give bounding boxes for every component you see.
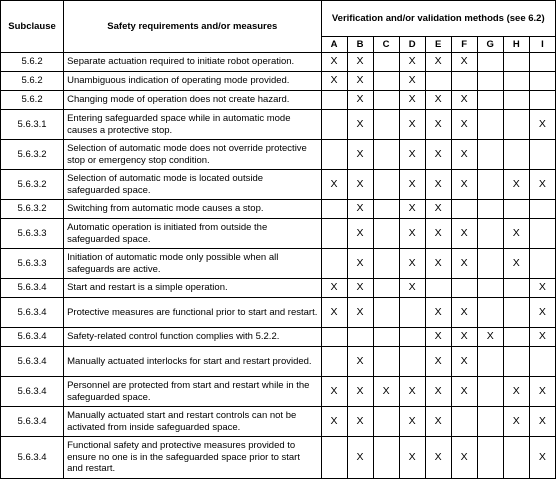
method-c-cell: [373, 170, 399, 200]
method-c-cell: [373, 140, 399, 170]
table-row: [1, 91, 556, 110]
method-h-cell: X: [503, 377, 529, 407]
method-g-cell: [477, 53, 503, 72]
method-a-cell: [321, 347, 347, 377]
requirement-cell: Protective measures are functional prior to start and restart.: [64, 298, 321, 328]
table-row: [1, 170, 556, 200]
verification-methods-header: Verification and/or validation methods (see 6.2): [321, 1, 555, 37]
method-g-cell: [477, 200, 503, 219]
method-c-header: C: [373, 37, 399, 53]
method-b-cell: [347, 328, 373, 347]
method-f-cell: X: [451, 53, 477, 72]
method-e-cell: X: [425, 219, 451, 249]
subclause-cell: 5.6.3.4: [1, 347, 64, 377]
method-a-cell: [321, 140, 347, 170]
method-b-cell: X: [347, 377, 373, 407]
method-d-cell: X: [399, 249, 425, 279]
method-d-cell: [399, 298, 425, 328]
method-f-cell: X: [451, 298, 477, 328]
method-e-cell: X: [425, 407, 451, 437]
method-h-cell: X: [503, 407, 529, 437]
method-g-cell: [477, 249, 503, 279]
method-g-cell: [477, 72, 503, 91]
requirement-cell: Start and restart is a simple operation.: [64, 279, 321, 298]
method-c-cell: [373, 219, 399, 249]
method-e-cell: [425, 72, 451, 91]
method-f-cell: [451, 200, 477, 219]
requirement-cell: Manually actuated interlocks for start and restart provided.: [64, 347, 321, 377]
method-e-cell: X: [425, 249, 451, 279]
method-a-cell: [321, 437, 347, 479]
method-c-cell: [373, 347, 399, 377]
method-g-cell: [477, 140, 503, 170]
method-a-cell: [321, 328, 347, 347]
subclause-cell: 5.6.3.4: [1, 279, 64, 298]
method-d-cell: [399, 347, 425, 377]
requirement-cell: Initiation of automatic mode only possible when all safeguards are active.: [64, 249, 321, 279]
method-h-cell: [503, 140, 529, 170]
method-h-cell: X: [503, 249, 529, 279]
method-g-cell: [477, 437, 503, 479]
method-g-cell: [477, 298, 503, 328]
method-i-cell: X: [529, 437, 555, 479]
method-b-cell: X: [347, 200, 373, 219]
method-i-cell: [529, 53, 555, 72]
method-c-cell: [373, 437, 399, 479]
method-c-cell: [373, 249, 399, 279]
table-row: [1, 53, 556, 72]
requirement-cell: Unambiguous indication of operating mode provided.: [64, 72, 321, 91]
method-f-cell: X: [451, 110, 477, 140]
method-h-header: H: [503, 37, 529, 53]
method-f-cell: X: [451, 437, 477, 479]
method-a-cell: [321, 219, 347, 249]
method-f-cell: [451, 407, 477, 437]
subclause-cell: 5.6.3.4: [1, 377, 64, 407]
method-h-cell: [503, 200, 529, 219]
method-f-cell: X: [451, 140, 477, 170]
method-f-cell: X: [451, 170, 477, 200]
method-b-cell: X: [347, 249, 373, 279]
subclause-cell: 5.6.3.4: [1, 328, 64, 347]
method-d-cell: X: [399, 91, 425, 110]
method-e-cell: X: [425, 200, 451, 219]
method-b-cell: X: [347, 219, 373, 249]
method-c-cell: [373, 110, 399, 140]
method-a-header: A: [321, 37, 347, 53]
requirement-cell: Selection of automatic mode does not override protective stop or emergency stop condition.: [64, 140, 321, 170]
method-a-cell: [321, 91, 347, 110]
method-d-cell: X: [399, 219, 425, 249]
requirement-cell: Functional safety and protective measures provided to ensure no one is in the safeguarded space prior to start and restart.: [64, 437, 321, 479]
method-b-cell: X: [347, 298, 373, 328]
method-i-cell: [529, 91, 555, 110]
method-a-cell: X: [321, 407, 347, 437]
subclause-cell: 5.6.3.4: [1, 298, 64, 328]
method-b-cell: X: [347, 140, 373, 170]
subclause-cell: 5.6.3.1: [1, 110, 64, 140]
method-i-cell: [529, 219, 555, 249]
method-f-cell: [451, 279, 477, 298]
method-b-cell: X: [347, 279, 373, 298]
table-row: [1, 437, 556, 479]
subclause-cell: 5.6.2: [1, 91, 64, 110]
method-e-cell: X: [425, 377, 451, 407]
method-h-cell: [503, 91, 529, 110]
method-i-cell: X: [529, 407, 555, 437]
method-d-cell: X: [399, 200, 425, 219]
method-i-cell: [529, 347, 555, 377]
method-a-cell: X: [321, 377, 347, 407]
method-e-cell: X: [425, 437, 451, 479]
method-i-cell: X: [529, 170, 555, 200]
method-h-cell: [503, 437, 529, 479]
method-g-cell: [477, 279, 503, 298]
method-h-cell: [503, 279, 529, 298]
method-e-cell: X: [425, 347, 451, 377]
method-a-cell: X: [321, 279, 347, 298]
method-e-header: E: [425, 37, 451, 53]
method-g-cell: [477, 377, 503, 407]
method-g-cell: [477, 407, 503, 437]
method-b-cell: X: [347, 407, 373, 437]
method-c-cell: [373, 407, 399, 437]
requirement-cell: Automatic operation is initiated from outside the safeguarded space.: [64, 219, 321, 249]
requirement-cell: Personnel are protected from start and restart while in the safeguarded space.: [64, 377, 321, 407]
table-row: [1, 347, 556, 377]
method-e-cell: X: [425, 140, 451, 170]
method-a-cell: [321, 249, 347, 279]
subclause-cell: 5.6.3.3: [1, 219, 64, 249]
table-row: [1, 249, 556, 279]
requirement-cell: Safety-related control function complies with 5.2.2.: [64, 328, 321, 347]
method-a-cell: [321, 110, 347, 140]
method-i-header: I: [529, 37, 555, 53]
method-b-cell: X: [347, 170, 373, 200]
method-h-cell: X: [503, 170, 529, 200]
method-a-cell: X: [321, 170, 347, 200]
method-i-cell: X: [529, 110, 555, 140]
method-e-cell: X: [425, 170, 451, 200]
method-d-cell: X: [399, 279, 425, 298]
method-g-cell: [477, 347, 503, 377]
method-i-cell: X: [529, 328, 555, 347]
table-row: [1, 279, 556, 298]
method-c-cell: [373, 298, 399, 328]
table-row: [1, 219, 556, 249]
method-c-cell: [373, 328, 399, 347]
subclause-cell: 5.6.3.3: [1, 249, 64, 279]
method-i-cell: [529, 200, 555, 219]
method-i-cell: [529, 140, 555, 170]
method-h-cell: [503, 72, 529, 91]
subclause-cell: 5.6.2: [1, 72, 64, 91]
method-b-cell: X: [347, 53, 373, 72]
method-d-cell: X: [399, 377, 425, 407]
method-b-cell: X: [347, 110, 373, 140]
method-c-cell: X: [373, 377, 399, 407]
method-b-cell: X: [347, 347, 373, 377]
method-f-header: F: [451, 37, 477, 53]
method-h-cell: [503, 347, 529, 377]
method-i-cell: X: [529, 279, 555, 298]
method-h-cell: [503, 53, 529, 72]
requirement-cell: Manually actuated start and restart controls can not be activated from inside safeguarded space.: [64, 407, 321, 437]
requirements-header: Safety requirements and/or measures: [64, 1, 321, 53]
table-row: [1, 140, 556, 170]
method-g-cell: [477, 91, 503, 110]
subclause-cell: 5.6.3.2: [1, 200, 64, 219]
method-e-cell: [425, 279, 451, 298]
method-c-cell: [373, 200, 399, 219]
method-i-cell: [529, 72, 555, 91]
table-row: [1, 298, 556, 328]
method-e-cell: X: [425, 91, 451, 110]
method-h-cell: [503, 110, 529, 140]
method-d-cell: X: [399, 140, 425, 170]
method-f-cell: X: [451, 347, 477, 377]
method-g-header: G: [477, 37, 503, 53]
method-e-cell: X: [425, 53, 451, 72]
method-f-cell: X: [451, 219, 477, 249]
method-d-cell: X: [399, 72, 425, 91]
method-a-cell: X: [321, 298, 347, 328]
method-b-cell: X: [347, 72, 373, 91]
requirement-cell: Switching from automatic mode causes a stop.: [64, 200, 321, 219]
subclause-cell: 5.6.3.4: [1, 407, 64, 437]
table-row: [1, 110, 556, 140]
method-c-cell: [373, 279, 399, 298]
method-g-cell: [477, 170, 503, 200]
method-f-cell: [451, 72, 477, 91]
requirement-cell: Entering safeguarded space while in automatic mode causes a protective stop.: [64, 110, 321, 140]
table-row: [1, 200, 556, 219]
method-c-cell: [373, 72, 399, 91]
method-d-cell: X: [399, 110, 425, 140]
method-c-cell: [373, 91, 399, 110]
method-g-cell: X: [477, 328, 503, 347]
method-f-cell: X: [451, 377, 477, 407]
requirement-cell: Selection of automatic mode is located outside safeguarded space.: [64, 170, 321, 200]
method-e-cell: X: [425, 110, 451, 140]
method-a-cell: X: [321, 53, 347, 72]
method-d-cell: [399, 328, 425, 347]
table-row: [1, 407, 556, 437]
subclause-cell: 5.6.3.2: [1, 170, 64, 200]
method-h-cell: X: [503, 219, 529, 249]
table-row: [1, 328, 556, 347]
method-d-cell: X: [399, 437, 425, 479]
method-f-cell: X: [451, 249, 477, 279]
requirement-cell: Separate actuation required to initiate robot operation.: [64, 53, 321, 72]
subclause-cell: 5.6.2: [1, 53, 64, 72]
method-i-cell: X: [529, 377, 555, 407]
subclause-header: Subclause: [1, 1, 64, 53]
method-a-cell: X: [321, 72, 347, 91]
method-g-cell: [477, 219, 503, 249]
method-g-cell: [477, 110, 503, 140]
table-row: [1, 377, 556, 407]
table-row: [1, 72, 556, 91]
method-i-cell: [529, 249, 555, 279]
table-body: [1, 53, 556, 479]
method-c-cell: [373, 53, 399, 72]
method-b-cell: X: [347, 437, 373, 479]
method-e-cell: X: [425, 328, 451, 347]
method-d-cell: X: [399, 170, 425, 200]
method-h-cell: [503, 298, 529, 328]
requirement-cell: Changing mode of operation does not create hazard.: [64, 91, 321, 110]
method-a-cell: [321, 200, 347, 219]
method-i-cell: X: [529, 298, 555, 328]
method-d-cell: X: [399, 53, 425, 72]
subclause-cell: 5.6.3.4: [1, 437, 64, 479]
subclause-cell: 5.6.3.2: [1, 140, 64, 170]
method-d-cell: X: [399, 407, 425, 437]
method-f-cell: X: [451, 328, 477, 347]
method-b-cell: X: [347, 91, 373, 110]
method-f-cell: X: [451, 91, 477, 110]
method-b-header: B: [347, 37, 373, 53]
method-e-cell: X: [425, 298, 451, 328]
method-h-cell: [503, 328, 529, 347]
method-d-header: D: [399, 37, 425, 53]
